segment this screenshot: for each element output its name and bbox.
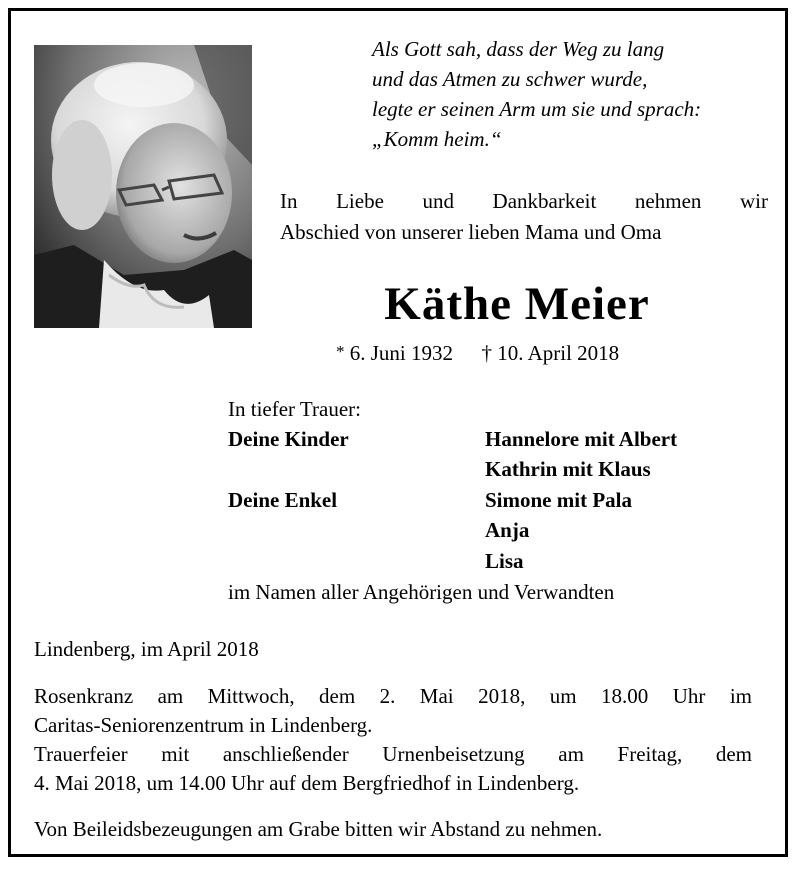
life-dates bbox=[336, 337, 619, 368]
closing-note: Von Beileidsbezeugungen am Grabe bitten wir Abstand zu nehmen. bbox=[34, 817, 603, 841]
relation-label: Deine Enkel bbox=[228, 488, 338, 512]
cross-icon: † bbox=[481, 341, 493, 365]
mourner-name: Hannelore mit Albert bbox=[485, 427, 678, 451]
poem-line: und das Atmen zu schwer wurde, bbox=[372, 67, 648, 91]
intro-line: In Liebe und Dankbarkeit nehmen wir bbox=[280, 189, 768, 213]
details-line: Rosenkranz am Mittwoch, dem 2. Mai 2018, um 18.00 Uhr im bbox=[34, 684, 752, 708]
death-date: 10. April 2018 bbox=[497, 341, 620, 365]
details-line: Trauerfeier mit anschließender Urnenbeisetzung am Freitag, dem bbox=[34, 742, 752, 766]
place-date: Lindenberg, im April 2018 bbox=[34, 637, 259, 661]
intro-line: Abschied von unserer lieben Mama und Oma bbox=[280, 220, 662, 244]
details-line: 4. Mai 2018, um 14.00 Uhr auf dem Bergfriedhof in Lindenberg. bbox=[34, 771, 580, 795]
portrait-photo bbox=[34, 45, 252, 328]
relation-label: Deine Kinder bbox=[228, 427, 349, 451]
mourner-name: Kathrin mit Klaus bbox=[485, 457, 651, 481]
farewell-intro bbox=[280, 186, 768, 248]
family-line: im Namen aller Angehörigen und Verwandten bbox=[228, 580, 615, 604]
mourners-intro: In tiefer Trauer: bbox=[228, 397, 361, 421]
mourner-name: Simone mit Pala bbox=[485, 488, 632, 512]
poem bbox=[372, 34, 701, 154]
mourner-name: Anja bbox=[485, 518, 530, 542]
poem-line: Als Gott sah, dass der Weg zu lang bbox=[372, 37, 665, 61]
deceased-name: Käthe Meier bbox=[384, 278, 650, 330]
star-icon: * bbox=[336, 342, 345, 361]
poem-line: „Komm heim.“ bbox=[372, 127, 502, 151]
mourner-name: Lisa bbox=[485, 549, 524, 573]
poem-line: legte er seinen Arm um sie und sprach: bbox=[372, 97, 702, 121]
details-line: Caritas-Seniorenzentrum in Lindenberg. bbox=[34, 713, 373, 737]
birth-date: 6. Juni 1932 bbox=[349, 341, 454, 365]
service-details bbox=[34, 682, 752, 798]
